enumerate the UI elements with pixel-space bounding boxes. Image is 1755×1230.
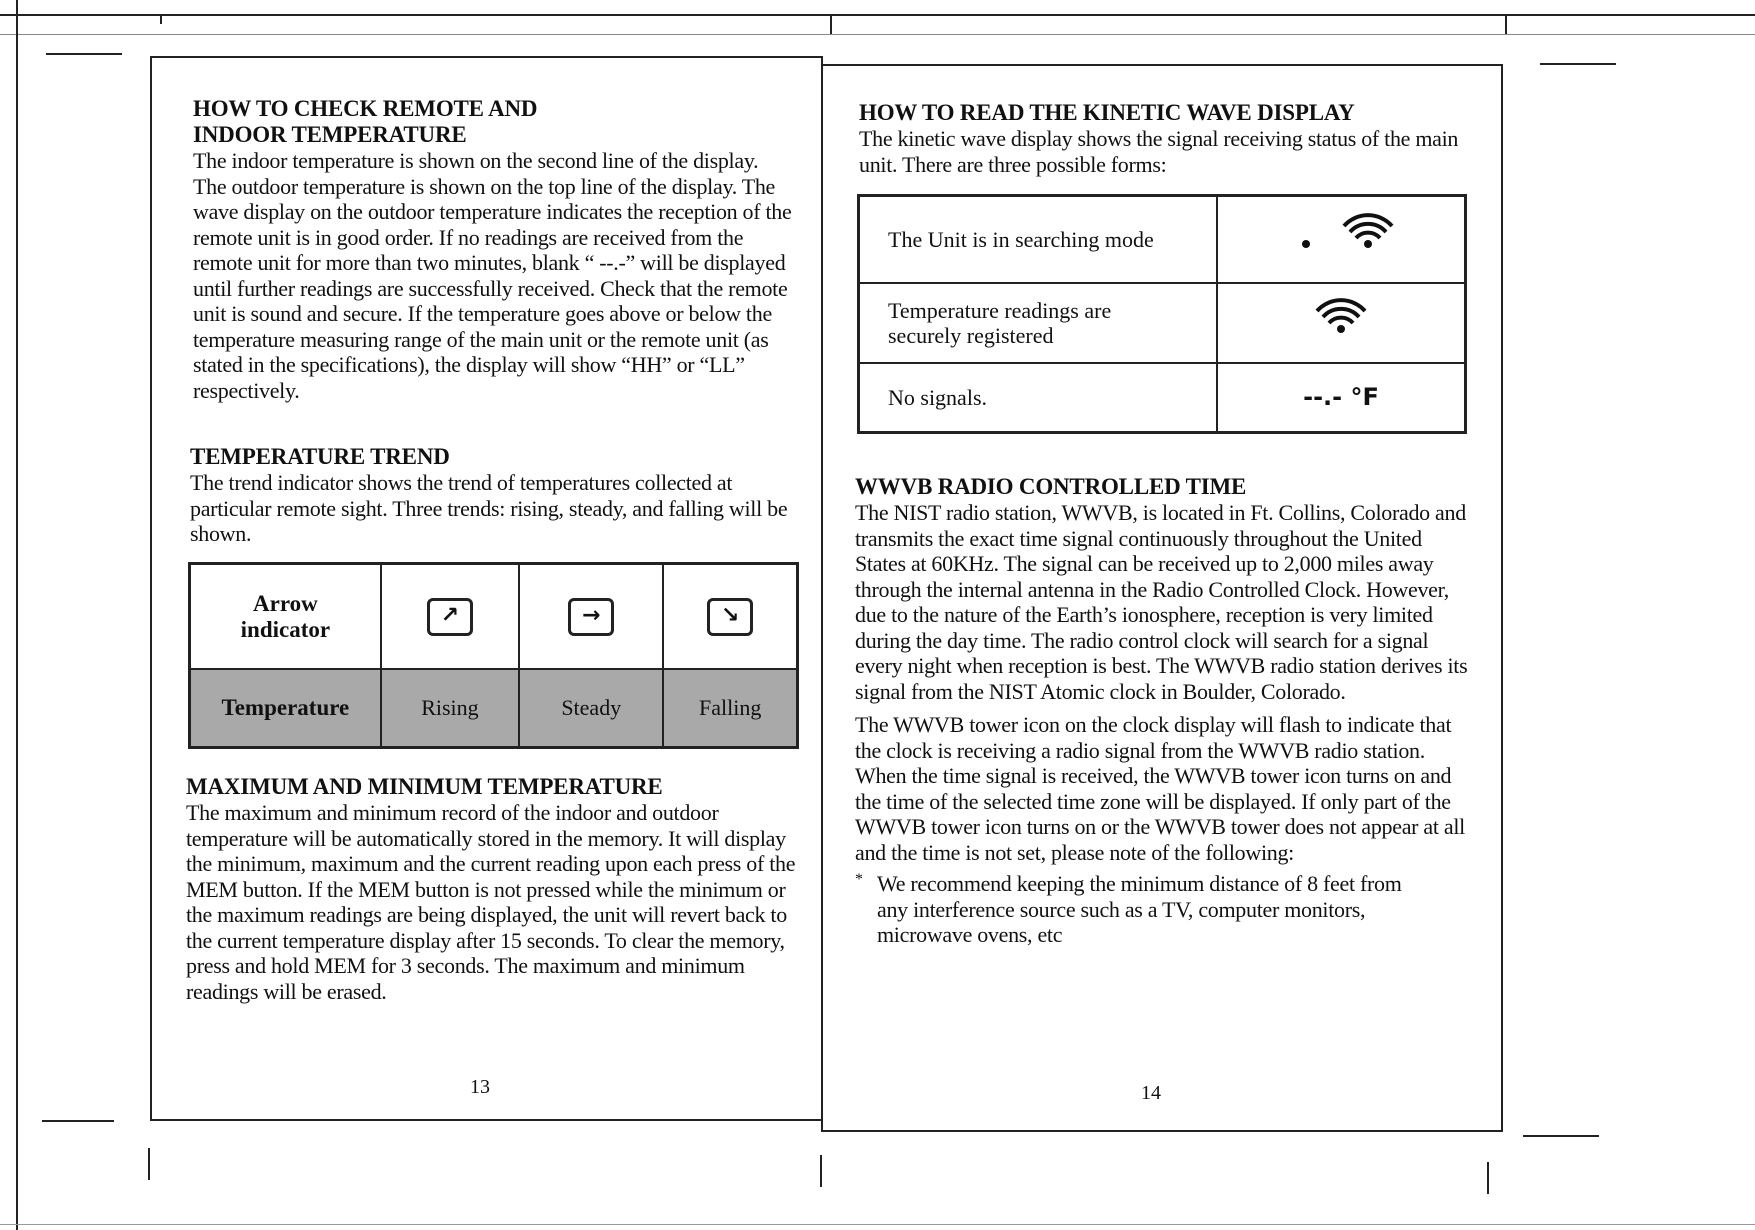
section-title: HOW TO READ THE KINETIC WAVE DISPLAY: [859, 100, 1355, 125]
searching-mode-label: The Unit is in searching mode: [859, 196, 1218, 283]
bottom-rule: [0, 1224, 1755, 1225]
trend-table: [188, 562, 799, 749]
top-tick-right: [1505, 14, 1507, 34]
top-rule-2: [0, 34, 1755, 35]
top-rule: [0, 14, 1755, 16]
falling-arrow-icon: ↘: [707, 598, 753, 636]
section-title: HOW TO CHECK REMOTE AND INDOOR TEMPERATURE: [193, 96, 538, 147]
bullet-mark: *: [855, 871, 863, 888]
no-signals-display: [1217, 363, 1466, 433]
left-edge-line: [16, 0, 18, 1230]
rising-arrow-icon: ↗: [427, 598, 473, 636]
falling-arrow-cell: [663, 564, 797, 670]
registered-icon-cell: [1217, 283, 1466, 363]
section-body: The trend indicator shows the trend of temperatures collected at particular remote sight. Three trends: rising, steady, and falling will be shown.: [190, 470, 788, 546]
section-body: The maximum and minimum record of the indoor and outdoor temperature will be automatically stored in the memory. It will display the minimum, maximum and the current reading upon each press of the MEM button. If the MEM button is not pressed while the minimum or the maximum readings are being displayed, the unit will revert back to the current temperature display after 15 seconds. To clear the memory, press and hold MEM for 3 seconds. The maximum and minimum readings will be erased.: [186, 800, 796, 1004]
registered-label: Temperature readings are securely registered: [859, 283, 1218, 363]
steady-arrow-cell: [519, 564, 663, 670]
section-body: The kinetic wave display shows the signal receiving status of the main unit. There are three possible forms:: [859, 126, 1459, 177]
searching-mode-icon-cell: [1217, 196, 1466, 283]
kinetic-wave-section: [859, 100, 1479, 177]
page-number: 14: [1141, 1082, 1161, 1104]
max-min-section: [186, 774, 801, 1004]
trend-label-falling: Falling: [663, 669, 797, 748]
top-tick-center: [830, 14, 832, 34]
registered-wave-icon: [1266, 295, 1416, 345]
page-number: 13: [470, 1076, 490, 1098]
section-body: The indoor temperature is shown on the second line of the display. The outdoor temperature is shown on the top line of the display. The wave display on the outdoor temperature indicates the reception of the remote unit is in good order. If no readings are received from the remote unit for more than two minutes, blank “ --.-” will be displayed until further readings are successfully received. Check that the remote unit is sound and secure. If the temperature goes above or below the temperature measuring range of the main unit or the remote unit (as stated in the specifications), the display will show “HH” or “LL” respectively.: [193, 148, 792, 403]
bullet-text: We recommend keeping the minimum distance of 8 feet from any interference source such as a TV, computer monitors, microwave ovens, etc: [877, 871, 1402, 947]
right-page: [821, 64, 1503, 1132]
margin-mark-br: [1523, 1135, 1599, 1137]
no-signals-label: No signals.: [859, 363, 1218, 433]
bottom-tick-center: [820, 1155, 822, 1187]
wwvb-section: [855, 474, 1475, 948]
section-title: MAXIMUM AND MINIMUM TEMPERATURE: [186, 774, 663, 799]
section-body-2: The WWVB tower icon on the clock display will flash to indicate that the clock is receiving a radio signal from the WWVB radio station. When the time signal is received, the WWVB tower icon turns on and the time of the selected time zone will be displayed. If only part of the WWVB tower icon turns on or the WWVB tower does not appear at all and the time is not set, please note of the following:: [855, 712, 1465, 865]
margin-mark-tr: [1540, 63, 1616, 65]
left-page: [150, 56, 823, 1121]
margin-mark-bl: [42, 1120, 114, 1122]
no-signal-readout: --.- °F: [1303, 382, 1379, 411]
top-tick-left: [160, 14, 162, 24]
trend-label-rising: Rising: [381, 669, 519, 748]
steady-arrow-icon: →: [568, 598, 614, 636]
section-title: WWVB RADIO CONTROLLED TIME: [855, 474, 1247, 499]
section-title: TEMPERATURE TREND: [190, 444, 450, 469]
bullet-item: [855, 871, 1475, 948]
temperature-trend-section: [190, 444, 790, 547]
arrow-indicator-header: Arrow indicator: [190, 564, 381, 670]
temperature-row-label: Temperature: [190, 669, 381, 748]
bottom-tick-right: [1487, 1162, 1489, 1194]
searching-wave-icon: [1266, 212, 1416, 262]
wave-status-table: [857, 194, 1467, 434]
check-temperature-section: [193, 96, 793, 403]
rising-arrow-cell: [381, 564, 519, 670]
margin-mark-tl: [46, 53, 122, 55]
section-body-1: The NIST radio station, WWVB, is located in Ft. Collins, Colorado and transmits the exact time signal continuously throughout the United States at 60KHz. The signal can be received up to 2,000 miles away through the internal antenna in the Radio Controlled Clock. However, due to the nature of the Earth’s ionosphere, reception is very limited during the day time. The radio control clock will search for a signal every night when reception is best. The WWVB radio station derives its signal from the NIST Atomic clock in Boulder, Colorado.: [855, 500, 1468, 704]
trend-label-steady: Steady: [519, 669, 663, 748]
bottom-tick-left: [148, 1148, 150, 1180]
